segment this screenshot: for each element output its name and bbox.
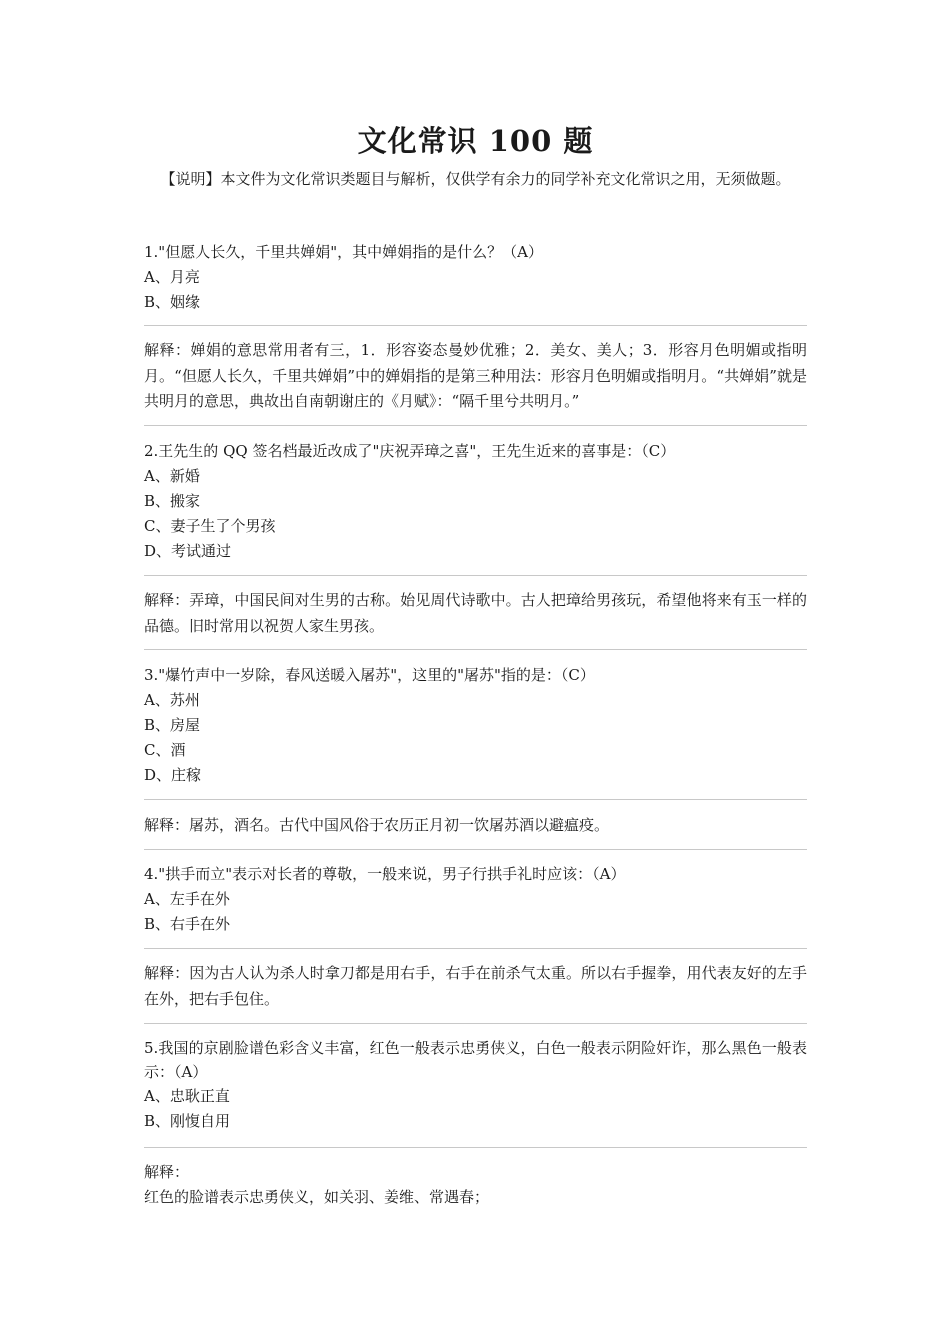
divider (144, 1147, 807, 1148)
option-a: A、左手在外 (144, 890, 230, 908)
question-stem: 4."拱手而立"表示对长者的尊敬，一般来说，男子行拱手礼时应该：（A） (144, 865, 626, 883)
option-b: B、搬家 (144, 492, 201, 510)
divider (144, 425, 807, 426)
divider (144, 849, 807, 850)
divider (144, 1023, 807, 1024)
divider (144, 575, 807, 576)
question-1 (144, 240, 807, 315)
explanation-text: 解释：屠苏，酒名。古代中国风俗于农历正月初一饮屠苏酒以避瘟疫。 (144, 816, 610, 834)
question-5 (144, 1036, 807, 1134)
explanation-text: 解释：因为古人认为杀人时拿刀都是用右手，右手在前杀气太重。所以右手握拳，用代表友好的左手在外，把右手包住。 (144, 964, 807, 1008)
option-a: A、忠耿正直 (144, 1087, 230, 1105)
question-stem: 2.王先生的 QQ 签名档最近改成了"庆祝弄璋之喜"，王先生近来的喜事是：（C） (144, 442, 676, 460)
explanation-4 (144, 961, 807, 1012)
explanation-5 (144, 1160, 807, 1210)
question-3 (144, 663, 807, 788)
divider (144, 948, 807, 949)
question-2 (144, 439, 807, 564)
divider (144, 799, 807, 800)
option-a: A、月亮 (144, 268, 200, 286)
option-b: B、姻缘 (144, 293, 201, 311)
explanation-text: 解释：婵娟的意思常用者有三，1．形容姿态曼妙优雅；2．美女、美人；3．形容月色明媚或指明月。“但愿人长久，千里共婵娟”中的婵娟指的是第三种用法：形容月色明媚或指明月。“共婵娟”就是共明月的意思，典故出自南朝谢庄的《月赋》：“隔千里兮共明月。” (144, 341, 807, 410)
explanation-1 (144, 338, 807, 415)
explanation-3 (144, 813, 807, 839)
option-b: B、房屋 (144, 716, 201, 734)
divider (144, 325, 807, 326)
intro-note: 【说明】本文件为文化常识类题目与解析，仅供学有余力的同学补充文化常识之用，无须做题。 (160, 170, 791, 188)
question-stem: 5.我国的京剧脸谱色彩含义丰富，红色一般表示忠勇侠义，白色一般表示阴险奸诈，那么黑色一般表示：（A） (144, 1039, 807, 1081)
explanation-2 (144, 588, 807, 639)
question-stem: 3."爆竹声中一岁除，春风送暖入屠苏"，这里的"屠苏"指的是：（C） (144, 666, 595, 684)
explanation-text: 解释：弄璋，中国民间对生男的古称。始见周代诗歌中。古人把璋给男孩玩，希望他将来有玉一样的品德。旧时常用以祝贺人家生男孩。 (144, 591, 807, 635)
option-c: C、妻子生了个男孩 (144, 517, 276, 535)
page-title: 文化常识 100 题 (357, 124, 594, 158)
option-d: D、考试通过 (144, 542, 232, 560)
option-c: C、酒 (144, 741, 186, 759)
option-b: B、刚愎自用 (144, 1112, 231, 1130)
divider (144, 649, 807, 650)
question-4 (144, 862, 807, 937)
question-stem: 1."但愿人长久，千里共婵娟"，其中婵娟指的是什么？（A） (144, 243, 543, 261)
option-d: D、庄稼 (144, 766, 202, 784)
explanation-label: 解释： (144, 1163, 190, 1181)
explanation-text: 红色的脸谱表示忠勇侠义，如关羽、姜维、常遇春； (144, 1188, 490, 1206)
option-a: A、苏州 (144, 691, 200, 709)
option-a: A、新婚 (144, 467, 200, 485)
option-b: B、右手在外 (144, 915, 231, 933)
